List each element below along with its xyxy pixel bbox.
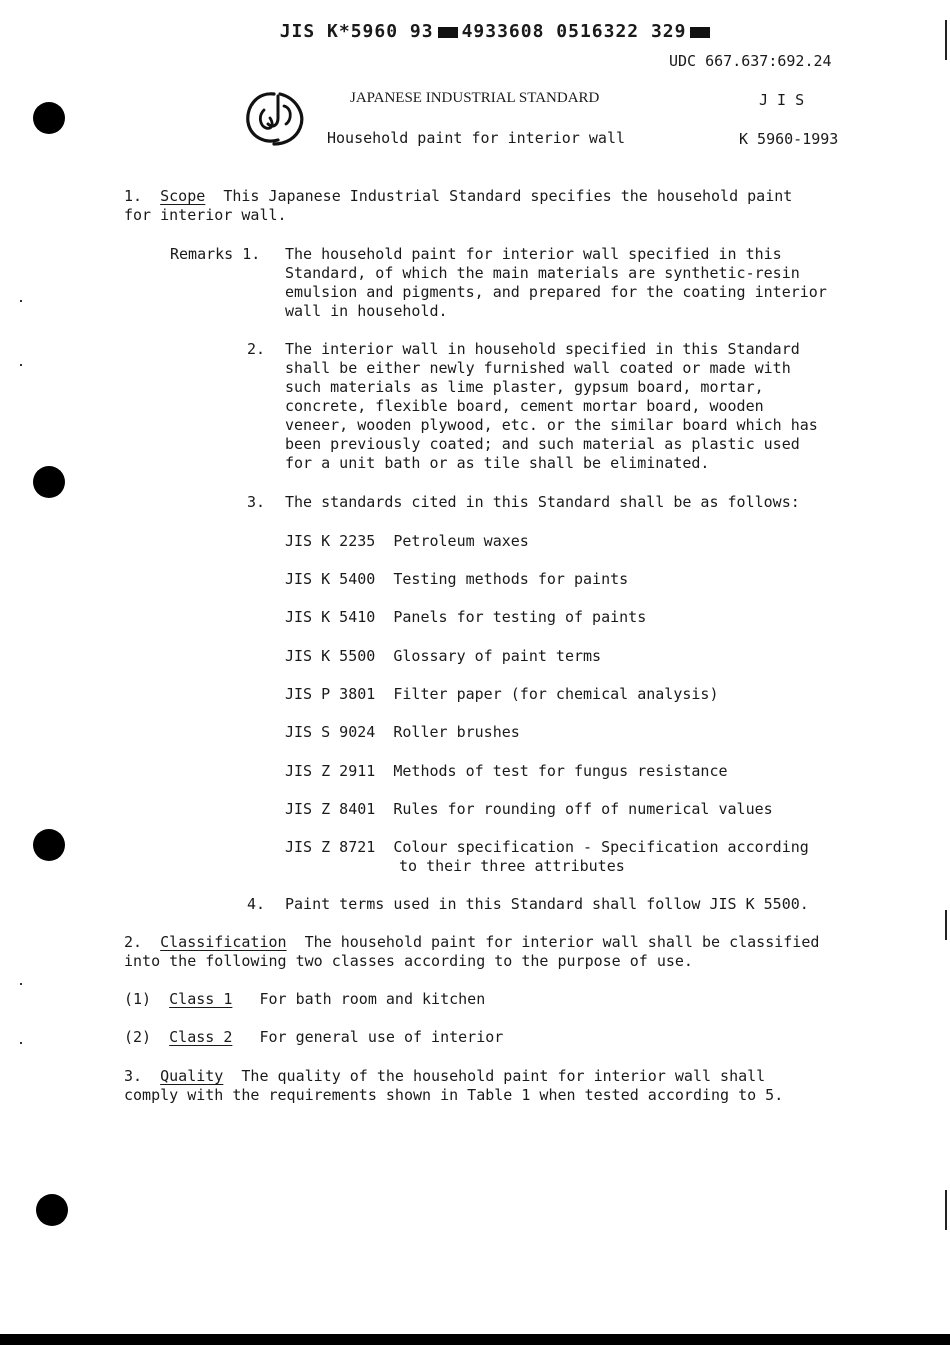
- section-text: for interior wall.: [124, 206, 287, 224]
- remark-number: 3.: [247, 493, 266, 511]
- class-name: Class 1: [169, 990, 233, 1008]
- scan-bottom-border: [0, 1334, 950, 1345]
- standard-type: JAPANESE INDUSTRIAL STANDARD: [350, 90, 600, 106]
- section-text: into the following two classes according to the purpose of use.: [124, 952, 693, 970]
- standard-title: Rules for rounding off of numerical values: [393, 800, 773, 818]
- binder-hole: [33, 102, 65, 134]
- standard-code: JIS Z 8721: [285, 838, 376, 856]
- standard-code: JIS K 5400: [285, 570, 376, 588]
- standard-title: Petroleum waxes: [393, 532, 529, 550]
- standard-code: JIS Z 8401: [285, 800, 376, 818]
- standard-title: Colour specification - Specification according: [393, 838, 809, 856]
- section-classification: [124, 933, 819, 971]
- remark-line: The interior wall in household specified in this Standard: [285, 340, 800, 358]
- section-number: 3.: [124, 1067, 143, 1085]
- code-mid: 4933608 0516322 329: [461, 21, 687, 42]
- remark-line: for a unit bath or as tile shall be eliminated.: [285, 454, 710, 472]
- remark-line: veneer, wooden plywood, etc. or the similar board which has: [285, 416, 818, 434]
- list-item: [285, 608, 646, 627]
- remarks-label: [170, 245, 260, 264]
- section-heading: Quality: [160, 1067, 224, 1085]
- standard-code: JIS Z 2911: [285, 762, 376, 780]
- code-left: JIS K*5960 93: [279, 21, 434, 42]
- remark-3-text: The standards cited in this Standard shall be as follows:: [285, 493, 800, 511]
- section-heading: Scope: [160, 187, 206, 205]
- section-text: The household paint for interior wall shall be classified: [304, 933, 820, 951]
- scan-edge-mark: [945, 1190, 947, 1230]
- standard-title-continuation: to their three attributes: [399, 857, 625, 875]
- standard-code: JIS P 3801: [285, 685, 376, 703]
- remark-line: Standard, of which the main materials are synthetic-resin: [285, 264, 800, 282]
- remark-line: concrete, flexible board, cement mortar board, wooden: [285, 397, 764, 415]
- jis-logo-icon: [244, 88, 308, 150]
- list-item: [285, 723, 520, 742]
- binder-hole: [36, 1194, 68, 1226]
- list-item: [285, 570, 628, 589]
- standard-code: JIS K 5410: [285, 608, 376, 626]
- barcode-block: [690, 27, 710, 38]
- section-heading: Classification: [160, 933, 287, 951]
- binder-hole: [33, 829, 65, 861]
- section-number: 1.: [124, 187, 143, 205]
- standard-title: Roller brushes: [393, 723, 520, 741]
- standard-number: K 5960-1993: [739, 130, 839, 148]
- scan-edge-mark: [945, 20, 947, 60]
- section-text: This Japanese Industrial Standard specifies the household paint: [223, 187, 793, 205]
- standard-subject: Household paint for interior wall: [327, 129, 626, 147]
- remark-line: The household paint for interior wall specified in this: [285, 245, 782, 263]
- class-name: Class 2: [169, 1028, 233, 1046]
- scan-speck: [20, 1042, 22, 1044]
- list-item: [285, 647, 601, 666]
- standard-title: Panels for testing of paints: [393, 608, 647, 626]
- list-item: [285, 532, 529, 551]
- scan-speck: [20, 983, 22, 985]
- list-item: [285, 685, 718, 704]
- section-text: comply with the requirements shown in Table 1 when tested according to 5.: [124, 1086, 784, 1104]
- section-scope: [124, 187, 792, 225]
- remark-number: 4.: [247, 895, 266, 913]
- list-item: [285, 838, 809, 857]
- class-item: [124, 990, 485, 1009]
- standard-code: JIS S 9024: [285, 723, 376, 741]
- section-number: 2.: [124, 933, 143, 951]
- document-code-header: [256, 0, 714, 42]
- section-text: The quality of the household paint for interior wall shall: [241, 1067, 766, 1085]
- scan-speck: [20, 300, 22, 302]
- udc-number: UDC 667.637:692.24: [669, 52, 832, 70]
- standard-code: JIS K 2235: [285, 532, 376, 550]
- remark-2-text: [285, 340, 818, 473]
- remark-number: 1.: [242, 245, 261, 263]
- class-item: [124, 1028, 503, 1047]
- section-quality: [124, 1067, 783, 1105]
- binder-hole: [33, 466, 65, 498]
- remark-line: wall in household.: [285, 302, 448, 320]
- remark-line: been previously coated; and such material as plastic used: [285, 435, 800, 453]
- list-item: [285, 800, 773, 819]
- class-description: For general use of interior: [259, 1028, 504, 1046]
- class-number: (1): [124, 990, 152, 1008]
- class-number: (2): [124, 1028, 152, 1046]
- standard-title: Methods of test for fungus resistance: [393, 762, 728, 780]
- remark-number: 2.: [247, 340, 266, 358]
- jis-mark: J I S: [759, 91, 805, 109]
- scan-edge-mark: [945, 910, 947, 940]
- list-item: [285, 762, 728, 781]
- remark-line: emulsion and pigments, and prepared for the coating interior: [285, 283, 827, 301]
- standard-title: Testing methods for paints: [393, 570, 629, 588]
- standard-title: Glossary of paint terms: [393, 647, 602, 665]
- remark-4-text: Paint terms used in this Standard shall follow JIS K 5500.: [285, 895, 809, 913]
- class-description: For bath room and kitchen: [259, 990, 486, 1008]
- remark-line: shall be either newly furnished wall coated or made with: [285, 359, 791, 377]
- remark-line: such materials as lime plaster, gypsum board, mortar,: [285, 378, 764, 396]
- barcode-block: [438, 27, 458, 38]
- remarks-label-text: Remarks: [170, 245, 234, 263]
- standard-title: Filter paper (for chemical analysis): [393, 685, 719, 703]
- remark-1-text: [285, 245, 827, 321]
- scan-speck: [20, 364, 22, 366]
- standard-code: JIS K 5500: [285, 647, 376, 665]
